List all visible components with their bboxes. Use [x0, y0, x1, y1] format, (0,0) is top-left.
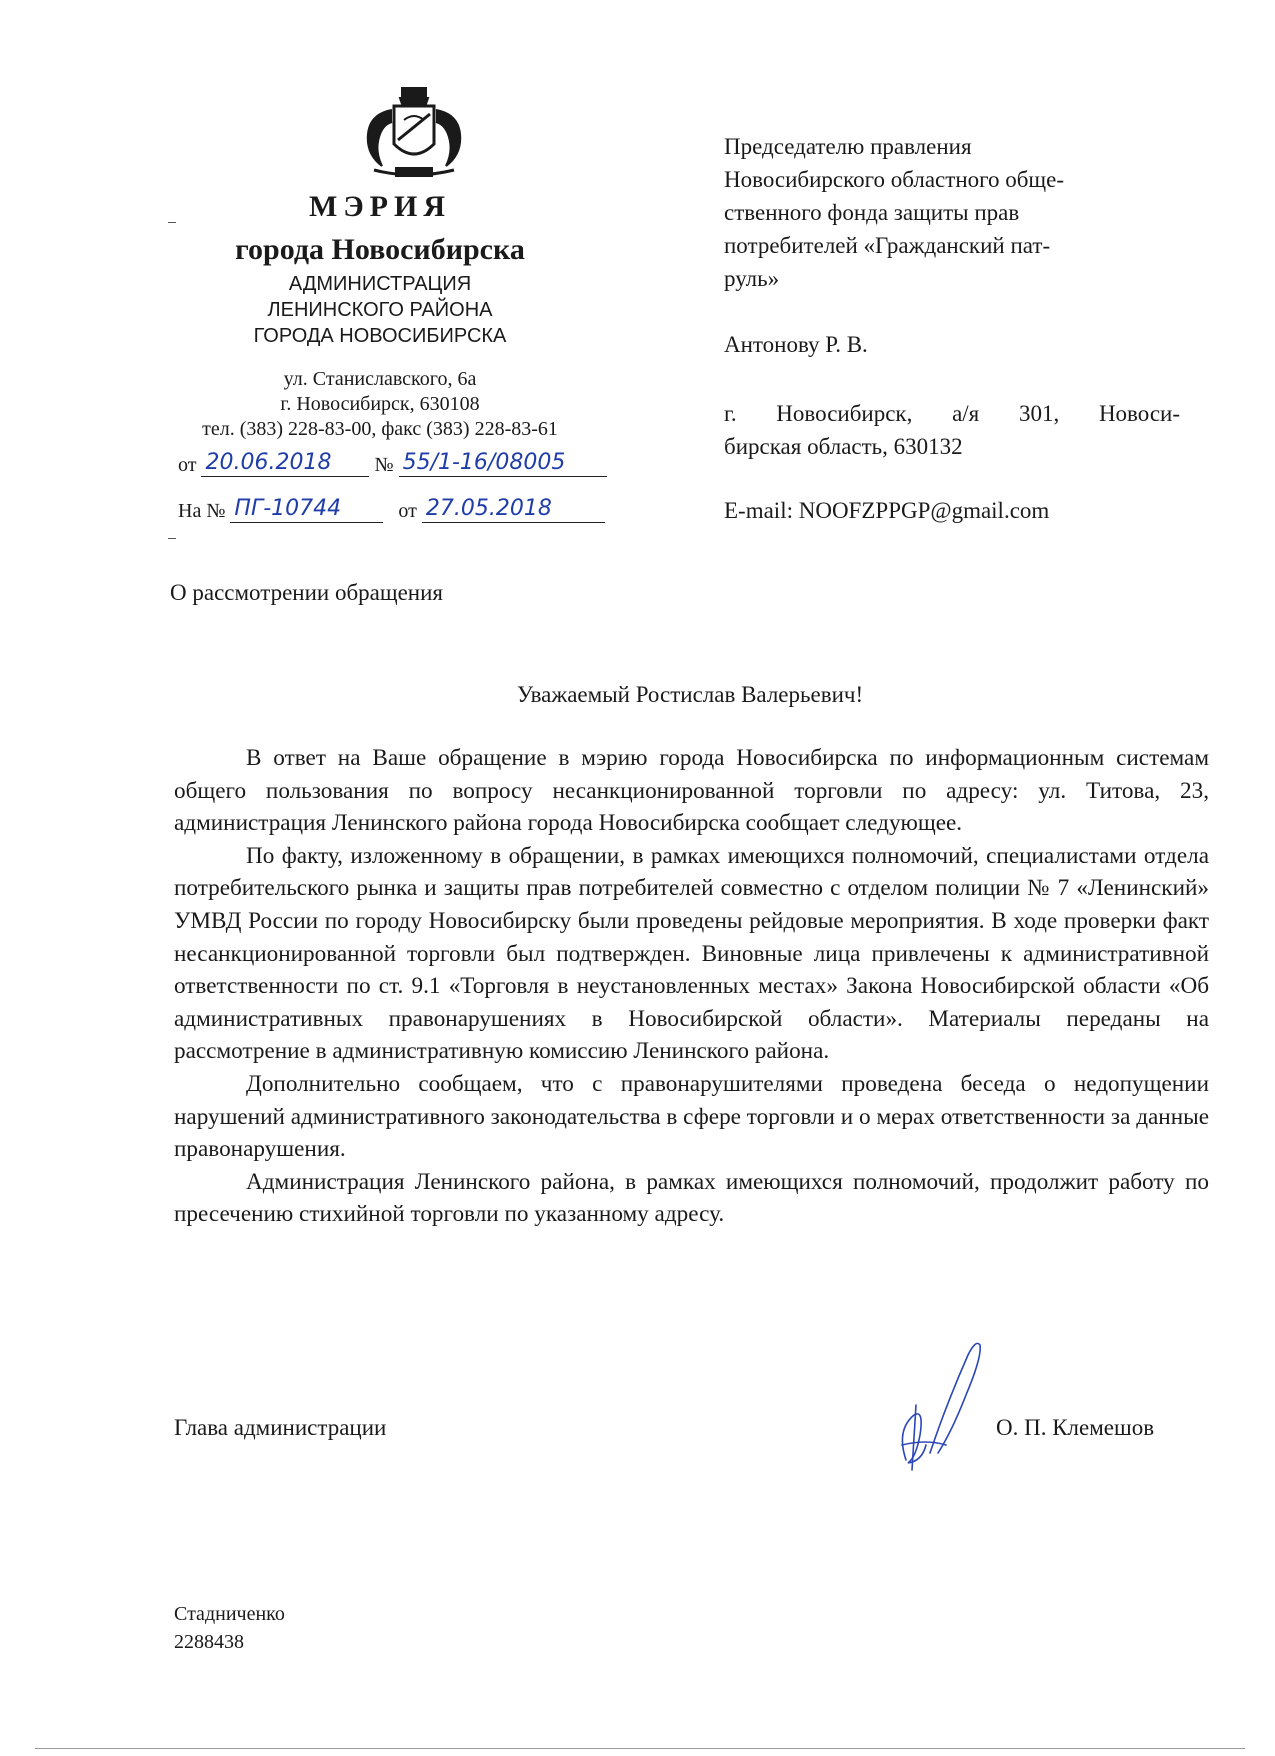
admin-line: ЛЕНИНСКОГО РАЙОНА: [267, 299, 493, 321]
addressee-address: [724, 397, 1180, 463]
addressee-position-line: руль»: [724, 266, 780, 291]
scan-edge-line: [35, 1748, 1245, 1749]
city-title: города Новосибирска: [235, 233, 525, 266]
executor-name: Стадниченко: [174, 1603, 285, 1625]
sender-address: [170, 367, 590, 442]
sender-phone-fax: тел. (383) 228-83-00, факс (383) 228-83-61: [202, 418, 558, 440]
salutation: Уважаемый Ростислав Валерьевич!: [516, 682, 864, 707]
admin-line: АДМИНИСТРАЦИЯ: [288, 273, 472, 295]
administration-name: [170, 271, 590, 349]
body-paragraph: По факту, изложенному в обращении, в рамках имеющихся полномочий, специалистами отдела потребительского рынка и защиты прав потребителей совместно с отделом полиции № 7 «Ленинский» УМВД России по городу Новосибирску были проведены рейдовые мероприятия. В ходе проверки факт несанкционированной торговли был подтвержден. Виновные лица привлечены к административной ответственности по ст. 9.1 «Торговля в неустановленных местах» Закона Новосибирской области «Об административных правонарушениях в Новосибирской области». Материалы переданы на рассмотрение в административную комиссию Ленинского района.: [174, 842, 1209, 1065]
addressee-position-line: потребителей «Гражданский пат-: [724, 233, 1051, 258]
executor-phone: 2288438: [174, 1631, 244, 1653]
addressee-address-line: г. Новосибирск, а/я 301, Новоси-: [724, 401, 1180, 426]
letter-subject: О рассмотрении обращения: [170, 580, 443, 605]
outgoing-reference: [178, 450, 607, 477]
addressee-position-line: Новосибирского областного обще-: [724, 167, 1065, 192]
reply-number-label: На №: [178, 500, 226, 522]
addressee-position: [724, 130, 1184, 295]
signatory-name: О. П. Клемешов: [996, 1415, 1155, 1440]
reply-number: ПГ-10744: [230, 496, 383, 523]
body-paragraph: Администрация Ленинского района, в рамках имеющихся полномочий, продолжит работу по пресечению стихийной торговли по указанному адресу.: [174, 1168, 1209, 1228]
handwritten-signature: [886, 1335, 996, 1475]
addressee-position-line: ственного фонда защиты прав: [724, 200, 1020, 225]
letter-body: [174, 742, 1209, 1231]
reply-date-label: от: [398, 500, 417, 522]
body-paragraph: Дополнительно сообщаем, что с правонарушителями проведена беседа о недопущении нарушений административного законодательства в сфере торговли и о мерах ответственности за данные правонарушения.: [174, 1070, 1209, 1163]
fold-mark: [168, 222, 176, 223]
signatory-title: Глава администрации: [174, 1415, 387, 1440]
addressee-name: Антонову Р. В.: [724, 332, 868, 357]
addressee-position-line: Председателю правления: [724, 134, 972, 159]
addressee-email: E-mail: NOOFZPPGP@gmail.com: [724, 498, 1050, 523]
executor-info: [174, 1600, 285, 1656]
fold-mark: [168, 538, 176, 539]
admin-line: ГОРОДА НОВОСИБИРСКА: [253, 325, 507, 347]
sender-city: г. Новосибирск, 630108: [280, 393, 480, 415]
date-label: от: [178, 454, 197, 476]
reply-date: 27.05.2018: [422, 496, 605, 523]
sender-street: ул. Станиславского, 6а: [283, 368, 477, 390]
coat-of-arms-icon: [334, 84, 494, 184]
incoming-reference: [178, 496, 605, 523]
addressee-address-line: бирская область, 630132: [724, 434, 963, 459]
outgoing-date: 20.06.2018: [201, 450, 369, 477]
mayor-office-title: МЭРИЯ: [309, 190, 451, 223]
number-label: №: [374, 454, 394, 476]
body-paragraph: В ответ на Ваше обращение в мэрию города Новосибирска по информационным системам общего пользования по вопросу несанкционированной торговли по адресу: ул. Титова, 23, администрация Ленинского района города Новосибирска сообщает следующее.: [174, 745, 1209, 837]
outgoing-number: 55/1-16/08005: [399, 450, 607, 477]
